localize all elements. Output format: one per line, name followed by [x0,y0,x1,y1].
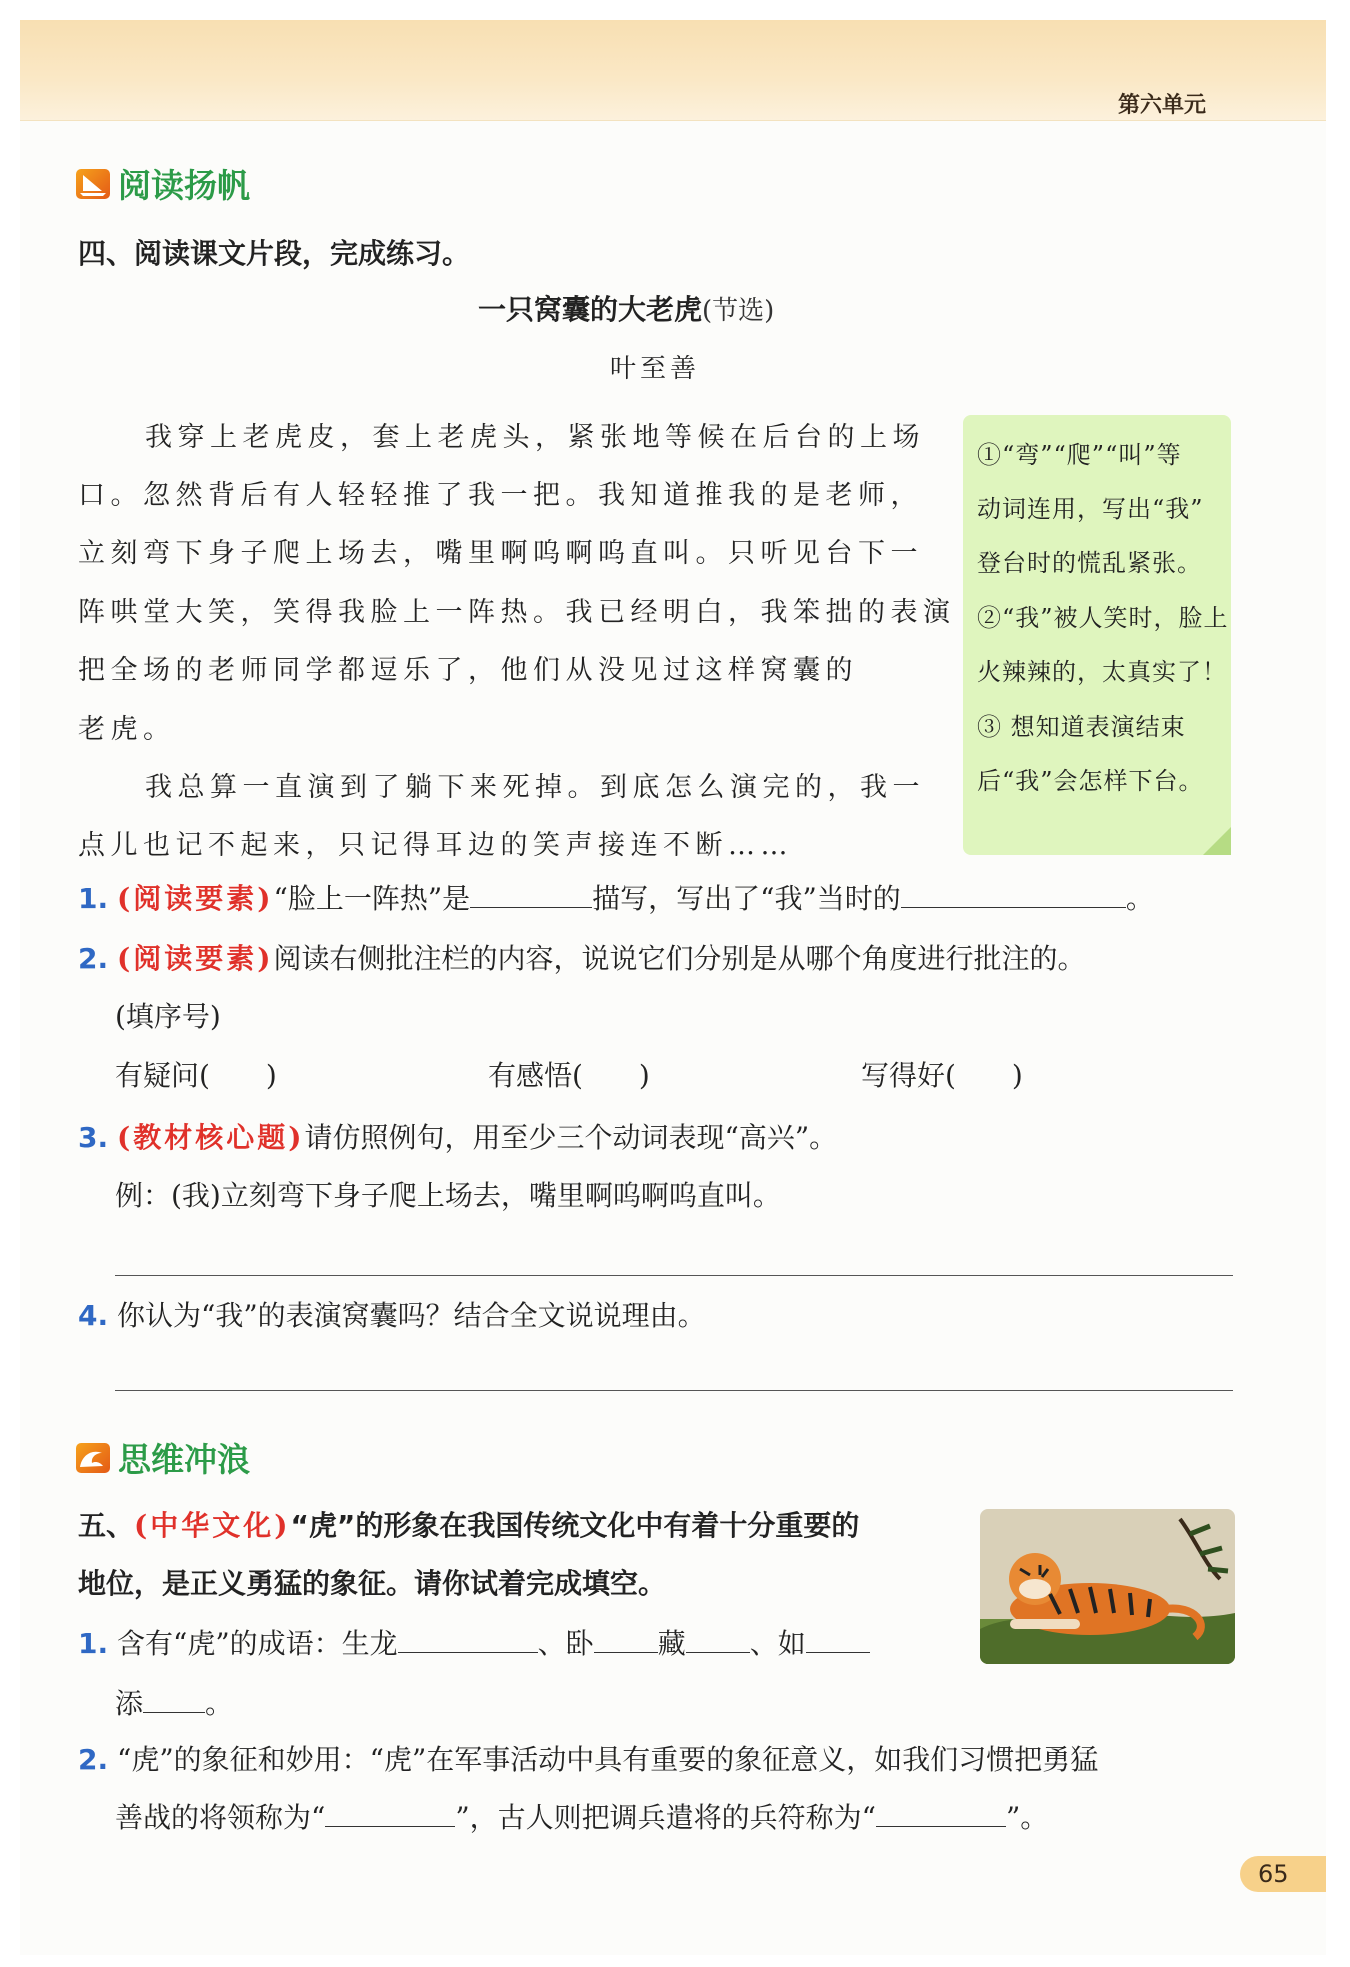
item-text: 含有“虎”的成语：生龙 [117,1627,398,1660]
passage-line: 点儿也记不起来，只记得耳边的笑声接连不断…… [78,830,793,861]
question-4-item-2 [78,942,1086,975]
passage-title: 一只窝囊的大老虎 [478,293,703,326]
annotation-line: ①“弯”“爬”“叫”等 [977,441,1182,469]
passage-line: 我穿上老虎皮，套上老虎头，紧张地等候在后台的上场 [145,422,925,453]
item-text: 添 [115,1687,144,1720]
item-number: 1. [78,882,109,915]
option-good-writing[interactable]: 写得好( ) [861,1059,1023,1092]
example-sentence: 例：(我)立刻弯下身子爬上场去，嘴里啊呜啊呜直叫。 [115,1179,781,1212]
question-5-heading-cont: 地位，是正义勇猛的象征。请你试着完成填空。 [78,1567,667,1600]
item-text: 请仿照例句，用至少三个动词表现“高兴”。 [304,1121,838,1154]
item-text: 。 [1125,882,1154,915]
question-4-item-3 [78,1121,838,1154]
item-text: “虎”的形象在我国传统文化中有着十分重要的 [290,1509,860,1542]
section-title-thinking [76,1434,250,1481]
item-number: 2. [78,1743,109,1776]
answer-line[interactable] [115,1275,1233,1276]
passage-author: 叶至善 [610,354,701,384]
question-4-item-1 [78,882,1154,915]
item-text: “虎”的象征和妙用：“虎”在军事活动中具有重要的象征意义，如我们习惯把勇猛 [117,1743,1099,1776]
item-text: 。 [205,1687,234,1720]
passage-line: 我总算一直演到了躺下来死掉。到底怎么演完的，我一 [145,772,925,803]
unit-label: 第六单元 [1117,93,1206,118]
annotation-line: ②“我”被人笑时，脸上 [977,604,1229,632]
question-4-heading: 四、阅读课文片段，完成练习。 [78,237,471,270]
item-text: “脸上一阵热”是 [273,882,471,915]
annotation-line: 动词连用，写出“我” [977,495,1204,523]
item-text: ”。 [1005,1801,1049,1834]
page-header [20,20,1326,121]
question-4-item-4 [78,1299,706,1332]
item-number: 3. [78,1121,109,1154]
answer-line[interactable] [115,1390,1233,1391]
question-5-item-2-cont [115,1801,1049,1834]
item-text: ”，古人则把调兵遣将的兵符称为“ [455,1801,876,1834]
passage-line: 口。忽然背后有人轻轻推了我一把。我知道推我的是老师， [78,480,923,511]
page-number-badge [1240,1856,1326,1892]
item-tag: (教材核心题) [117,1121,305,1154]
item-tag: (中华文化) [134,1509,291,1542]
page-number: 65 [1258,1860,1289,1888]
tiger-painting-image [980,1509,1235,1664]
question-5-item-2 [78,1743,1099,1776]
item-text: 你认为“我”的表演窝囊吗？结合全文说说理由。 [117,1299,706,1332]
section-title-text: 阅读扬帆 [118,166,250,205]
wave-icon [76,1443,110,1473]
item-2-note: (填序号) [115,1000,221,1033]
item-text: 阅读右侧批注栏的内容，说说它们分别是从哪个角度进行批注的。 [273,942,1086,975]
annotation-line: 火辣辣的，太真实了！ [977,658,1227,686]
annotation-line: ③ 想知道表演结束 [977,713,1186,741]
option-question[interactable]: 有疑问( ) [115,1059,277,1092]
answer-blank[interactable] [325,1825,455,1827]
annotation-line: 后“我”会怎样下台。 [977,767,1204,795]
annotation-panel [963,415,1231,855]
item-text: 善战的将领称为“ [115,1801,326,1834]
answer-blank[interactable] [686,1651,750,1653]
passage-title-row [478,293,775,326]
item-text: 、卧 [537,1627,594,1660]
item-text: 描写，写出了“我”当时的 [592,882,901,915]
item-tag: (阅读要素) [117,882,274,915]
answer-blank[interactable] [806,1651,870,1653]
answer-blank[interactable] [398,1651,538,1653]
item-text: 、如 [749,1627,806,1660]
answer-blank[interactable] [594,1651,658,1653]
option-insight[interactable]: 有感悟( ) [488,1059,650,1092]
section-title-text: 思维冲浪 [118,1440,250,1479]
section-title-reading [76,160,250,207]
answer-blank[interactable] [470,906,592,908]
answer-blank[interactable] [143,1711,205,1713]
passage-line: 老虎。 [78,714,176,745]
question-5-item-1-cont [115,1687,234,1720]
item-number: 4. [78,1299,109,1332]
annotation-fold-corner [1203,827,1231,855]
question-5-heading [78,1509,860,1542]
passage-line: 立刻弯下身子爬上场去，嘴里啊呜啊呜直叫。只听见台下一 [78,538,923,569]
question-5-item-1 [78,1627,870,1660]
sail-icon [76,169,110,199]
answer-blank[interactable] [901,906,1126,908]
passage-line: 把全场的老师同学都逗乐了，他们从没见过这样窝囊的 [78,655,858,686]
answer-blank[interactable] [876,1825,1006,1827]
item-text: 藏 [657,1627,686,1660]
question-number: 五、 [78,1509,135,1542]
passage-line: 阵哄堂大笑，笑得我脸上一阵热。我已经明白，我笨拙的表演 [78,597,956,628]
passage-title-note: (节选) [702,296,775,326]
item-number: 2. [78,942,109,975]
item-number: 1. [78,1627,109,1660]
annotation-line: 登台时的慌乱紧张。 [977,549,1202,577]
item-tag: (阅读要素) [117,942,274,975]
